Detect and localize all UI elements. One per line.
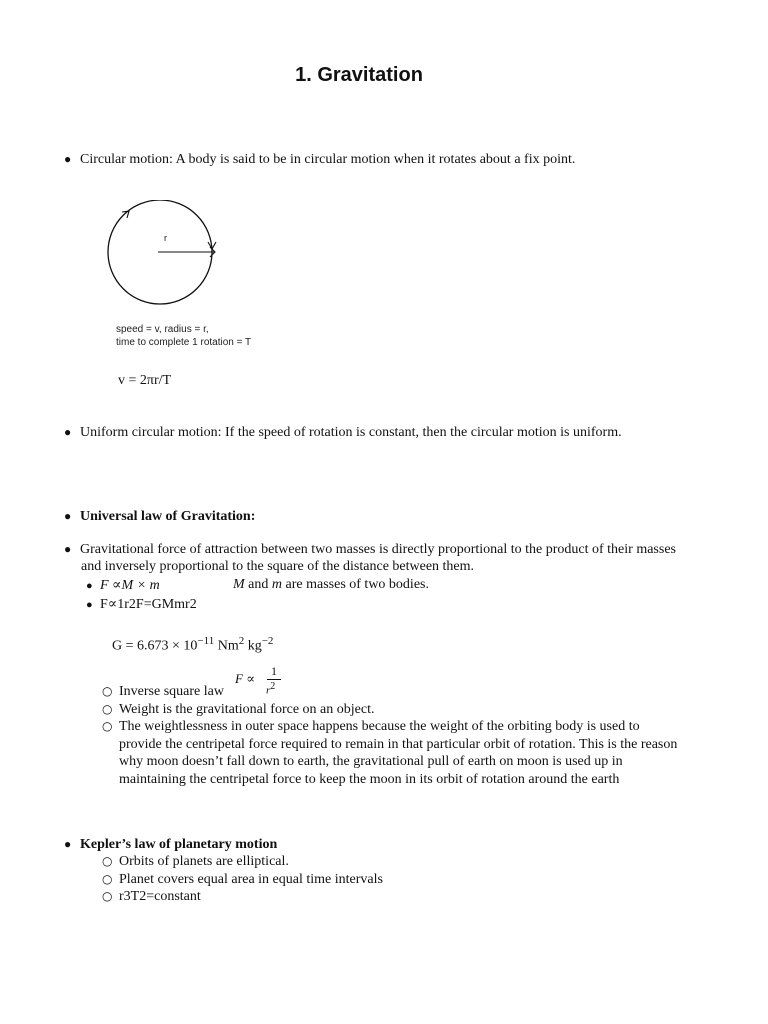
universal-law-heading: Universal law of Gravitation: (80, 509, 256, 524)
kepler-item-1: ○ Orbits of planets are elliptical. (102, 854, 289, 869)
bullet-uniform-motion (64, 425, 622, 441)
grav-force-line1: Gravitational force of attraction between two masses is directly proportional to the product of their masses (80, 542, 676, 557)
bullet-icon: ● (86, 599, 93, 611)
sub-item-weightlessness: ○ The weightlessness in outer space happens because the weight of the orbiting body is used to (102, 719, 640, 734)
circle-bullet-icon: ○ (102, 872, 113, 886)
sub-item-weight: ○ Weight is the gravitational force on an object. (102, 702, 375, 717)
kepler-item-2: ○ Planet covers equal area in equal time intervals (102, 872, 383, 887)
page-title: 1. Gravitation (295, 64, 423, 86)
formula1-lhs: F ∝M × m (100, 578, 160, 593)
bullet-kepler (64, 837, 277, 853)
radius-label: r (164, 233, 167, 243)
bullet-icon: ● (64, 509, 72, 523)
bullet-icon: ● (64, 837, 72, 851)
proportional-formula-F: F ∝ (235, 671, 256, 686)
diagram-caption-line2: time to complete 1 rotation = T (116, 337, 252, 348)
grav-force-line2: and inversely proportional to the square of the distance between them. (81, 559, 475, 574)
weightlessness-line2: provide the centripetal force required to remain in that particular orbit of rotation. This is the reason (119, 737, 678, 752)
diagram-caption-line1: speed = v, radius = r, (116, 324, 209, 335)
fraction-bar (267, 679, 281, 680)
circular-motion-diagram (100, 200, 230, 320)
circle-bullet-icon: ○ (102, 684, 113, 698)
formula1-rhs: M and m are masses of two bodies. (233, 577, 429, 592)
uniform-motion-text: Uniform circular motion: If the speed of rotation is constant, then the circular motion is uniform. (80, 425, 622, 440)
bullet-grav-force (64, 542, 676, 558)
fraction-numerator: 1 (271, 664, 277, 678)
formula-item-2 (86, 596, 197, 613)
fraction-denominator: $r^2$ (266, 681, 276, 697)
kepler-heading: Kepler’s law of planetary motion (80, 837, 278, 852)
circle-bullet-icon: ○ (102, 702, 113, 716)
bullet-icon: ● (64, 425, 72, 439)
kepler-item-3: ○ r3T2=constant (102, 889, 201, 904)
sub-item-inverse-square: ○ Inverse square law (102, 684, 224, 699)
weightlessness-line4: maintaining the centripetal force to keep the moon in its orbit of rotation around the earth (119, 772, 620, 787)
formula2-text: F∝1r2F=GMmr2 (100, 597, 197, 612)
weightlessness-line3: why moon doesn’t fall down to earth, the gravitational pull of earth on moon is used up in (119, 754, 623, 769)
bullet-icon: ● (86, 580, 93, 592)
circular-motion-text: Circular motion: A body is said to be in circular motion when it rotates about a fix point. (80, 152, 576, 167)
circle-bullet-icon: ○ (102, 719, 113, 733)
bullet-icon: ● (64, 152, 72, 166)
circle-bullet-icon: ○ (102, 854, 113, 868)
bullet-universal-law (64, 509, 255, 525)
gravitational-constant: $G = 6.673 \times 10^{-11}$ Nm$^2$ $kg^{-2}$ (112, 635, 274, 654)
formula-item-1 (86, 577, 160, 594)
bullet-icon: ● (64, 542, 72, 556)
velocity-formula: v = 2πr/T (118, 373, 172, 388)
bullet-circular-motion (64, 152, 575, 168)
circle-bullet-icon: ○ (102, 889, 113, 903)
